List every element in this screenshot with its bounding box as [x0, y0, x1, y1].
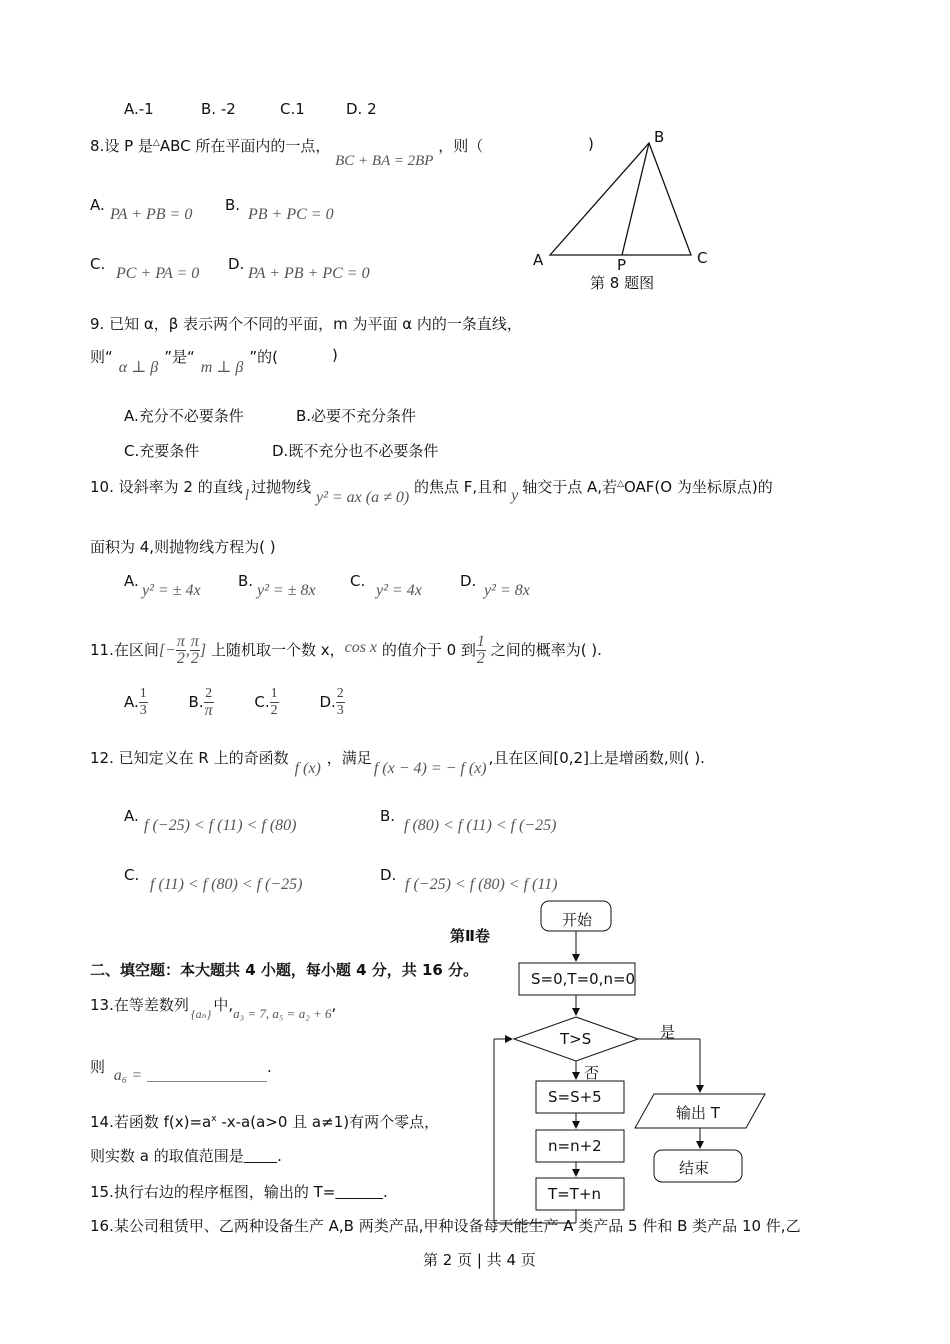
q9-line2: 则“α ⊥ β”是“m ⊥ β”的( [90, 348, 278, 376]
flowchart [480, 895, 780, 1235]
section-two-heading: 二、填空题：本大题共 4 小题，每小题 4 分，共 16 分。 [90, 961, 479, 979]
q14-line2: 则实数 a 的取值范围是 . [90, 1147, 282, 1165]
q8-b-label: B. [225, 196, 241, 214]
q9-close-paren: ) [332, 346, 338, 364]
q8-option-b: PB + PC = 0 [248, 206, 334, 223]
flow-output-label: 输出 T [676, 1104, 720, 1122]
fig-label-c: C [697, 249, 708, 267]
q13-stem: 13.在等差数列 $_{\{a_n\}}$ 中,a₃ = 7, a₅ = a₂ + 6, [90, 996, 337, 1021]
fig-label-p: P [617, 256, 627, 274]
q12-option-a: f (−25) < f (11) < f (80) [144, 817, 297, 834]
q12-d-label: D. [380, 866, 397, 884]
q9-option-d: D.既不充分也不必要条件 [272, 442, 439, 460]
flow-s-label: S=S+5 [548, 1088, 602, 1106]
flow-start-label: 开始 [562, 911, 593, 929]
fig-label-b: B [654, 128, 665, 146]
q10-option-d: y² = 8x [484, 582, 530, 599]
fig-caption: 第 8 题图 [590, 274, 655, 292]
q11-options: A. $\frac{1}{3}$ B. $\frac{2}{\pi}$ C. $\frac{1}{2}$ D. $\frac{2}{3}$ [124, 686, 344, 719]
q8-option-c: PC + PA = 0 [116, 265, 200, 282]
fig-label-a: A [533, 251, 544, 269]
q12-option-c: f (11) < f (80) < f (−25) [150, 876, 303, 893]
flow-no-label: 否 [584, 1064, 600, 1082]
q10-option-a: y² = ± 4x [142, 582, 201, 599]
q7-option-c: C.1 [280, 100, 305, 118]
q11-stem: 11.在区间[− $\frac{\pi}{2}$ , $\frac{\pi}{2}$ ] 上随机取一个数 x，cos x 的值介于 0 到 $\frac{1}{2}$ 之间的概率为( ). [90, 633, 602, 667]
q8-option-d: PA + PB + PC = 0 [248, 265, 370, 282]
q10-b-label: B. [238, 572, 254, 590]
q13-answer-line: 则 a₆ = . [90, 1058, 272, 1084]
q12-c-label: C. [124, 866, 140, 884]
triangle-abc [550, 143, 691, 255]
q10-line2: 面积为 4,则抛物线方程为( ) [90, 538, 276, 556]
flow-init-label: S=0,T=0,n=0 [531, 970, 636, 988]
flow-yes-label: 是 [660, 1023, 676, 1041]
q7-option-d: D. 2 [346, 100, 377, 118]
q15-answer-blank[interactable] [335, 1183, 383, 1201]
page-footer: 第 2 页 | 共 4 页 [423, 1251, 536, 1269]
q10-option-c: y² = 4x [376, 582, 422, 599]
flow-cond-label: T>S [560, 1030, 592, 1048]
q8-a-label: A. [90, 196, 105, 214]
q8-c-label: C. [90, 255, 106, 273]
segment-bp [622, 143, 649, 255]
q12-a-label: A. [124, 807, 139, 825]
q9-option-a: A.充分不必要条件 [124, 407, 244, 425]
q14-answer-blank[interactable] [244, 1147, 277, 1165]
q12-b-label: B. [380, 807, 396, 825]
flow-end-label: 结束 [679, 1159, 710, 1177]
q13-answer-blank[interactable] [147, 1067, 267, 1082]
q7-option-b: B. -2 [201, 100, 236, 118]
q10-stem: 10. 设斜率为 2 的直线 l 过抛物线 y² = ax (a ≠ 0) 的焦点 F,且和 y 轴交于点 A,若△OAF(O 为坐标原点)的 [90, 478, 773, 506]
q9-option-b: B.必要不充分条件 [296, 407, 417, 425]
q14-line1: 14.若函数 $f(x)=a^x$ -x-a(a>0 且 a≠1)有两个零点， [90, 1113, 440, 1131]
q7-option-a: A.-1 [124, 100, 154, 118]
q10-option-b: y² = ± 8x [257, 582, 316, 599]
q15-stem: 15.执行右边的程序框图，输出的 T= . [90, 1183, 388, 1201]
q9-line1: 9. 已知 α，β 表示两个不同的平面，m 为平面 α 内的一条直线， [90, 315, 522, 333]
q8-stem: 8.设 P 是△ABC 所在平面内的一点， BC + BA = 2BP ，则（ [90, 137, 484, 169]
q10-d-label: D. [460, 572, 477, 590]
q10-a-label: A. [124, 572, 139, 590]
flow-n-label: n=n+2 [548, 1137, 602, 1155]
q16-stem: 16.某公司租赁甲、乙两种设备生产 A,B 两类产品,甲种设备每天能生产 A 类产品 5 件和 B 类产品 10 件,乙 [90, 1217, 801, 1235]
q12-stem: 12. 已知定义在 R 上的奇函数f (x)，满足f (x − 4) = − f (x),且在区间[0,2]上是增函数,则( ). [90, 749, 705, 777]
q12-option-b: f (80) < f (11) < f (−25) [404, 817, 557, 834]
q9-option-c: C.充要条件 [124, 442, 200, 460]
q8-close-paren: ) [588, 135, 594, 153]
q12-option-d: f (−25) < f (80) < f (11) [405, 876, 558, 893]
q10-c-label: C. [350, 572, 366, 590]
q8-option-a: PA + PB = 0 [110, 206, 193, 223]
q8-d-label: D. [228, 255, 245, 273]
part-two-title: 第Ⅱ卷 [450, 927, 490, 945]
flow-t-label: T=T+n [548, 1185, 601, 1203]
